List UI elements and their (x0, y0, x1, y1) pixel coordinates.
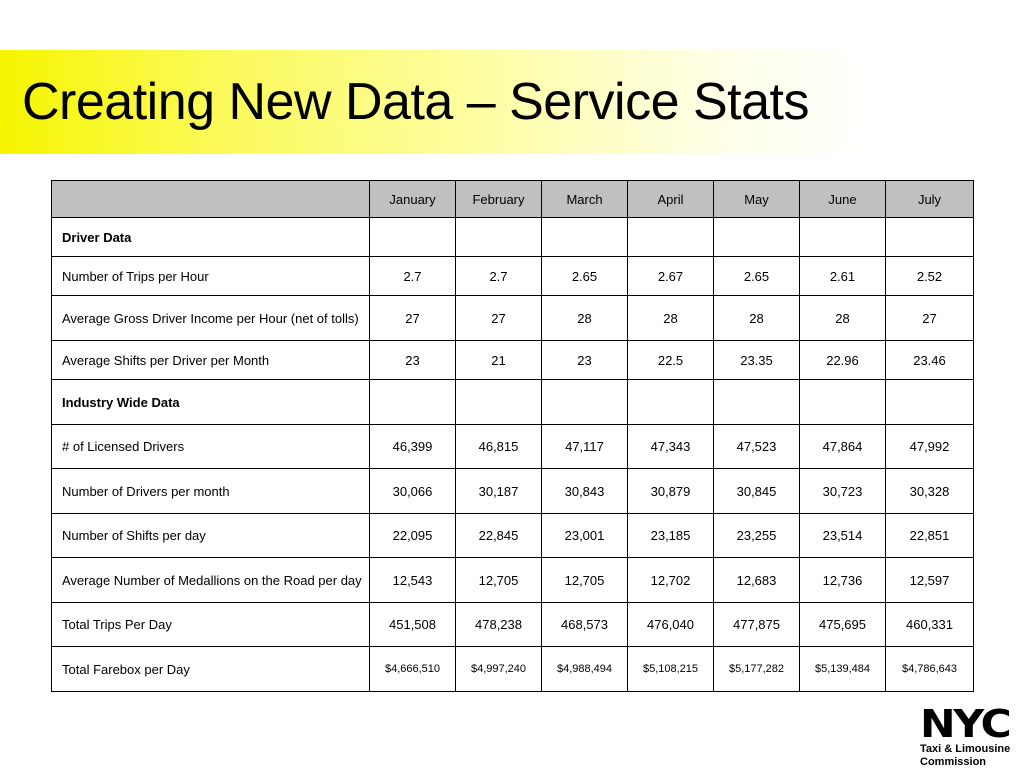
table-row (52, 341, 974, 380)
table-row (52, 558, 974, 603)
table-cell: 28 (714, 296, 800, 341)
month-header: January (370, 181, 456, 218)
table-row (52, 296, 974, 341)
table-cell: 23.35 (714, 341, 800, 380)
section-row-industry-data (52, 380, 974, 425)
table-cell: $5,177,282 (714, 647, 800, 692)
table-cell (628, 380, 714, 425)
table-cell: 2.7 (370, 257, 456, 296)
table-cell: 12,543 (370, 558, 456, 603)
table-cell: 12,683 (714, 558, 800, 603)
row-label: Driver Data (52, 218, 370, 257)
table-cell: 2.65 (714, 257, 800, 296)
table-cell: 47,523 (714, 425, 800, 469)
table-cell: 46,815 (456, 425, 542, 469)
header-row (52, 181, 974, 218)
row-label: Average Number of Medallions on the Road per day (52, 558, 370, 603)
table-cell: 12,705 (542, 558, 628, 603)
table-cell: 12,597 (886, 558, 974, 603)
table-cell: 23.46 (886, 341, 974, 380)
table-cell: 28 (800, 296, 886, 341)
table-cell: 30,187 (456, 469, 542, 514)
table-cell: $4,997,240 (456, 647, 542, 692)
table-cell: 30,328 (886, 469, 974, 514)
table-cell: 23 (370, 341, 456, 380)
month-header: April (628, 181, 714, 218)
table-cell: 2.52 (886, 257, 974, 296)
table-cell: 2.61 (800, 257, 886, 296)
table-cell: 2.7 (456, 257, 542, 296)
table-cell: $4,988,494 (542, 647, 628, 692)
table-row (52, 425, 974, 469)
table-cell: 22,095 (370, 514, 456, 558)
table-cell (714, 380, 800, 425)
month-header: July (886, 181, 974, 218)
table-cell: 27 (886, 296, 974, 341)
table-cell: $5,139,484 (800, 647, 886, 692)
table-cell: 23,514 (800, 514, 886, 558)
table-cell: $4,786,643 (886, 647, 974, 692)
table-cell: 2.65 (542, 257, 628, 296)
table-cell: 47,343 (628, 425, 714, 469)
row-label: # of Licensed Drivers (52, 425, 370, 469)
table-cell: 475,695 (800, 603, 886, 647)
table-cell: 27 (370, 296, 456, 341)
table-cell: 47,992 (886, 425, 974, 469)
table-cell: 21 (456, 341, 542, 380)
table-cell: 30,843 (542, 469, 628, 514)
table-cell (886, 380, 974, 425)
table-cell (456, 218, 542, 257)
month-header: February (456, 181, 542, 218)
table-cell: 30,723 (800, 469, 886, 514)
month-header: March (542, 181, 628, 218)
table-cell: 47,117 (542, 425, 628, 469)
table-cell: 23 (542, 341, 628, 380)
table-cell: 23,255 (714, 514, 800, 558)
table-row (52, 603, 974, 647)
table-row (52, 647, 974, 692)
table-cell: 478,238 (456, 603, 542, 647)
table-cell: 460,331 (886, 603, 974, 647)
month-header: May (714, 181, 800, 218)
table-cell: 468,573 (542, 603, 628, 647)
table-row (52, 514, 974, 558)
table-cell (542, 218, 628, 257)
table-cell: 12,705 (456, 558, 542, 603)
table-cell: 23,185 (628, 514, 714, 558)
table-cell: 46,399 (370, 425, 456, 469)
row-label: Average Shifts per Driver per Month (52, 341, 370, 380)
table-row (52, 469, 974, 514)
table-cell: 476,040 (628, 603, 714, 647)
row-label: Average Gross Driver Income per Hour (net of tolls) (52, 296, 370, 341)
row-label: Total Trips Per Day (52, 603, 370, 647)
table-cell: 47,864 (800, 425, 886, 469)
table-cell: 477,875 (714, 603, 800, 647)
corner-cell (52, 181, 370, 218)
table-cell: 27 (456, 296, 542, 341)
table-cell: 30,066 (370, 469, 456, 514)
table-cell (370, 218, 456, 257)
table-cell: 22,845 (456, 514, 542, 558)
row-label: Total Farebox per Day (52, 647, 370, 692)
table-cell: 30,879 (628, 469, 714, 514)
table-cell: 451,508 (370, 603, 456, 647)
nyc-tlc-logo (920, 702, 1024, 768)
logo-line-2: Commission (920, 756, 987, 768)
table-cell: 2.67 (628, 257, 714, 296)
logo-line-1: Taxi & Limousine (920, 743, 1011, 755)
table-cell: 22.96 (800, 341, 886, 380)
table-cell (886, 218, 974, 257)
table-cell (714, 218, 800, 257)
slide-title: Creating New Data – Service Stats (22, 73, 809, 131)
row-label: Number of Drivers per month (52, 469, 370, 514)
table-row (52, 257, 974, 296)
table-cell: $5,108,215 (628, 647, 714, 692)
table-cell (628, 218, 714, 257)
table-cell: 28 (542, 296, 628, 341)
table-cell: $4,666,510 (370, 647, 456, 692)
month-header: June (800, 181, 886, 218)
table-cell (800, 218, 886, 257)
table-cell: 30,845 (714, 469, 800, 514)
table-cell: 28 (628, 296, 714, 341)
table-cell (370, 380, 456, 425)
row-label: Industry Wide Data (52, 380, 370, 425)
table-cell (542, 380, 628, 425)
section-row-driver-data (52, 218, 974, 257)
row-label: Number of Trips per Hour (52, 257, 370, 296)
table-cell: 12,702 (628, 558, 714, 603)
table-cell: 22.5 (628, 341, 714, 380)
table-cell: 12,736 (800, 558, 886, 603)
table-cell (456, 380, 542, 425)
table-cell: 23,001 (542, 514, 628, 558)
nyc-logo-mark: NYC (920, 702, 1010, 746)
row-label: Number of Shifts per day (52, 514, 370, 558)
service-stats-table (51, 180, 974, 692)
table-cell (800, 380, 886, 425)
table-cell: 22,851 (886, 514, 974, 558)
